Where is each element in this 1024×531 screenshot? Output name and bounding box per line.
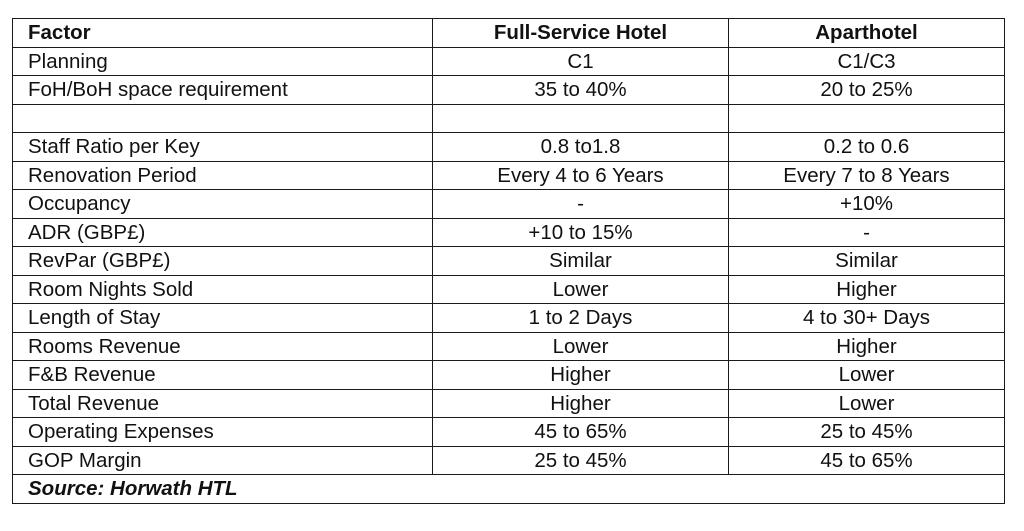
cell-full-service-hotel: Lower: [433, 275, 729, 304]
cell-aparthotel: Lower: [729, 389, 1005, 418]
source-row: [13, 475, 1005, 504]
cell-full-service-hotel: [433, 104, 729, 133]
cell-full-service-hotel: Lower: [433, 332, 729, 361]
cell-aparthotel: 25 to 45%: [729, 418, 1005, 447]
cell-factor: ADR (GBP£): [13, 218, 433, 247]
cell-factor: RevPar (GBP£): [13, 247, 433, 276]
cell-factor: [13, 104, 433, 133]
cell-full-service-hotel: Every 4 to 6 Years: [433, 161, 729, 190]
header-full-service-hotel: Full-Service Hotel: [433, 19, 729, 48]
table-row: [13, 218, 1005, 247]
cell-factor: Room Nights Sold: [13, 275, 433, 304]
cell-factor: Rooms Revenue: [13, 332, 433, 361]
cell-aparthotel: Every 7 to 8 Years: [729, 161, 1005, 190]
cell-aparthotel: 45 to 65%: [729, 446, 1005, 475]
table-row: [13, 133, 1005, 162]
cell-full-service-hotel: Higher: [433, 389, 729, 418]
cell-aparthotel: 0.2 to 0.6: [729, 133, 1005, 162]
cell-aparthotel: -: [729, 218, 1005, 247]
table-row: [13, 190, 1005, 219]
cell-factor: GOP Margin: [13, 446, 433, 475]
cell-factor: Renovation Period: [13, 161, 433, 190]
cell-full-service-hotel: +10 to 15%: [433, 218, 729, 247]
header-factor: Factor: [13, 19, 433, 48]
table-row: [13, 275, 1005, 304]
cell-full-service-hotel: 35 to 40%: [433, 76, 729, 105]
source-note: Source: Horwath HTL: [13, 475, 1005, 504]
cell-factor: Operating Expenses: [13, 418, 433, 447]
table-row: [13, 332, 1005, 361]
header-aparthotel: Aparthotel: [729, 19, 1005, 48]
cell-factor: FoH/BoH space requirement: [13, 76, 433, 105]
cell-full-service-hotel: 1 to 2 Days: [433, 304, 729, 333]
table-row: [13, 47, 1005, 76]
header-row: [13, 19, 1005, 48]
table-row: [13, 446, 1005, 475]
comparison-table: [12, 18, 1005, 504]
cell-full-service-hotel: Similar: [433, 247, 729, 276]
cell-factor: Staff Ratio per Key: [13, 133, 433, 162]
cell-aparthotel: Higher: [729, 275, 1005, 304]
cell-aparthotel: Higher: [729, 332, 1005, 361]
cell-full-service-hotel: 0.8 to1.8: [433, 133, 729, 162]
table-body: [13, 47, 1005, 475]
cell-factor: Occupancy: [13, 190, 433, 219]
cell-factor: Total Revenue: [13, 389, 433, 418]
table-row: [13, 247, 1005, 276]
cell-aparthotel: 4 to 30+ Days: [729, 304, 1005, 333]
table-row: [13, 418, 1005, 447]
table-row: [13, 161, 1005, 190]
table-row: [13, 389, 1005, 418]
table-row: [13, 104, 1005, 133]
cell-factor: F&B Revenue: [13, 361, 433, 390]
table-row: [13, 361, 1005, 390]
cell-factor: Planning: [13, 47, 433, 76]
cell-aparthotel: +10%: [729, 190, 1005, 219]
cell-aparthotel: C1/C3: [729, 47, 1005, 76]
cell-aparthotel: Similar: [729, 247, 1005, 276]
cell-aparthotel: [729, 104, 1005, 133]
cell-full-service-hotel: 25 to 45%: [433, 446, 729, 475]
cell-full-service-hotel: -: [433, 190, 729, 219]
cell-full-service-hotel: C1: [433, 47, 729, 76]
cell-aparthotel: Lower: [729, 361, 1005, 390]
cell-factor: Length of Stay: [13, 304, 433, 333]
cell-aparthotel: 20 to 25%: [729, 76, 1005, 105]
table-row: [13, 304, 1005, 333]
table-row: [13, 76, 1005, 105]
cell-full-service-hotel: Higher: [433, 361, 729, 390]
cell-full-service-hotel: 45 to 65%: [433, 418, 729, 447]
